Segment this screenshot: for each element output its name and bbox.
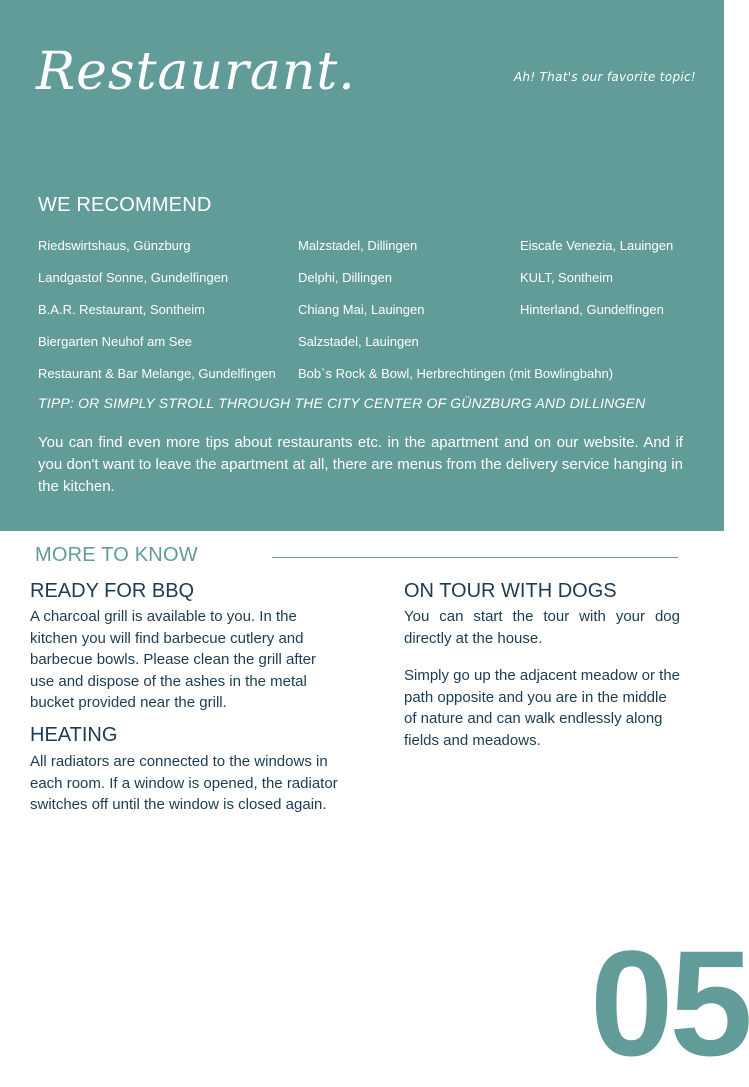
tipp-note: TIPP: OR SIMPLY STROLL THROUGH THE CITY CENTER OF GÜNZBURG AND DILLINGEN bbox=[38, 395, 646, 411]
heating-text: All radiators are connected to the windows in each room. If a window is opened, the radiator switches off until the window is closed again. bbox=[30, 753, 338, 813]
bbq-text: A charcoal grill is available to you. In the kitchen you will find barbecue cutlery and barbecue bowls. Please clean the grill after use and dispose of the ashes in the metal bucket provided near the grill. bbox=[30, 608, 316, 711]
restaurant-item: KULT, Sontheim bbox=[520, 270, 613, 285]
restaurant-item: B.A.R. Restaurant, Sontheim bbox=[38, 302, 205, 317]
recommend-column-3 bbox=[520, 237, 673, 333]
dogs-text-2: Simply go up the adjacent meadow or the path opposite and you are in the middle of nature and can walk endlessly along fields and meadows. bbox=[404, 667, 680, 749]
restaurant-item: Bob`s Rock & Bowl, Herbrechtingen (mit Bowlingbahn) bbox=[298, 366, 614, 381]
restaurant-item: Hinterland, Gundelfingen bbox=[520, 302, 664, 317]
restaurant-item: Riedswirtshaus, Günzburg bbox=[38, 238, 191, 253]
restaurant-item: Salzstadel, Lauingen bbox=[298, 334, 419, 349]
restaurant-item: Chiang Mai, Lauingen bbox=[298, 302, 425, 317]
divider-line bbox=[272, 557, 678, 558]
page-number-text: 05 bbox=[590, 919, 749, 1087]
restaurant-item: Restaurant & Bar Melange, Gundelfingen bbox=[38, 366, 276, 381]
heating-title: HEATING bbox=[30, 724, 118, 746]
recommend-column-1 bbox=[38, 237, 276, 397]
restaurant-item: Delphi, Dillingen bbox=[298, 270, 392, 285]
restaurant-item: Eiscafe Venezia, Lauingen bbox=[520, 238, 674, 253]
restaurant-section bbox=[0, 0, 724, 531]
dogs-title: ON TOUR WITH DOGS bbox=[404, 580, 617, 602]
more-to-know-heading: MORE TO KNOW bbox=[35, 544, 198, 566]
tagline: Ah! That's our favorite topic! bbox=[513, 70, 696, 84]
restaurant-item: Landgastof Sonne, Gundelfingen bbox=[38, 270, 229, 285]
restaurant-item: Biergarten Neuhof am See bbox=[38, 334, 192, 349]
intro-paragraph: You can find even more tips about restaurants etc. in the apartment and on our website. And if you don't want to leave the apartment at all, there are menus from the delivery service hanging in the kitchen. bbox=[38, 434, 683, 495]
recommend-heading: WE RECOMMEND bbox=[38, 194, 212, 216]
page-number bbox=[590, 919, 749, 1087]
restaurant-item: Malzstadel, Dillingen bbox=[298, 238, 418, 253]
dogs-text-1: You can start the tour with your dog directly at the house. bbox=[404, 608, 680, 647]
bbq-title: READY FOR BBQ bbox=[30, 580, 195, 602]
page-title: Restaurant. bbox=[36, 42, 356, 102]
